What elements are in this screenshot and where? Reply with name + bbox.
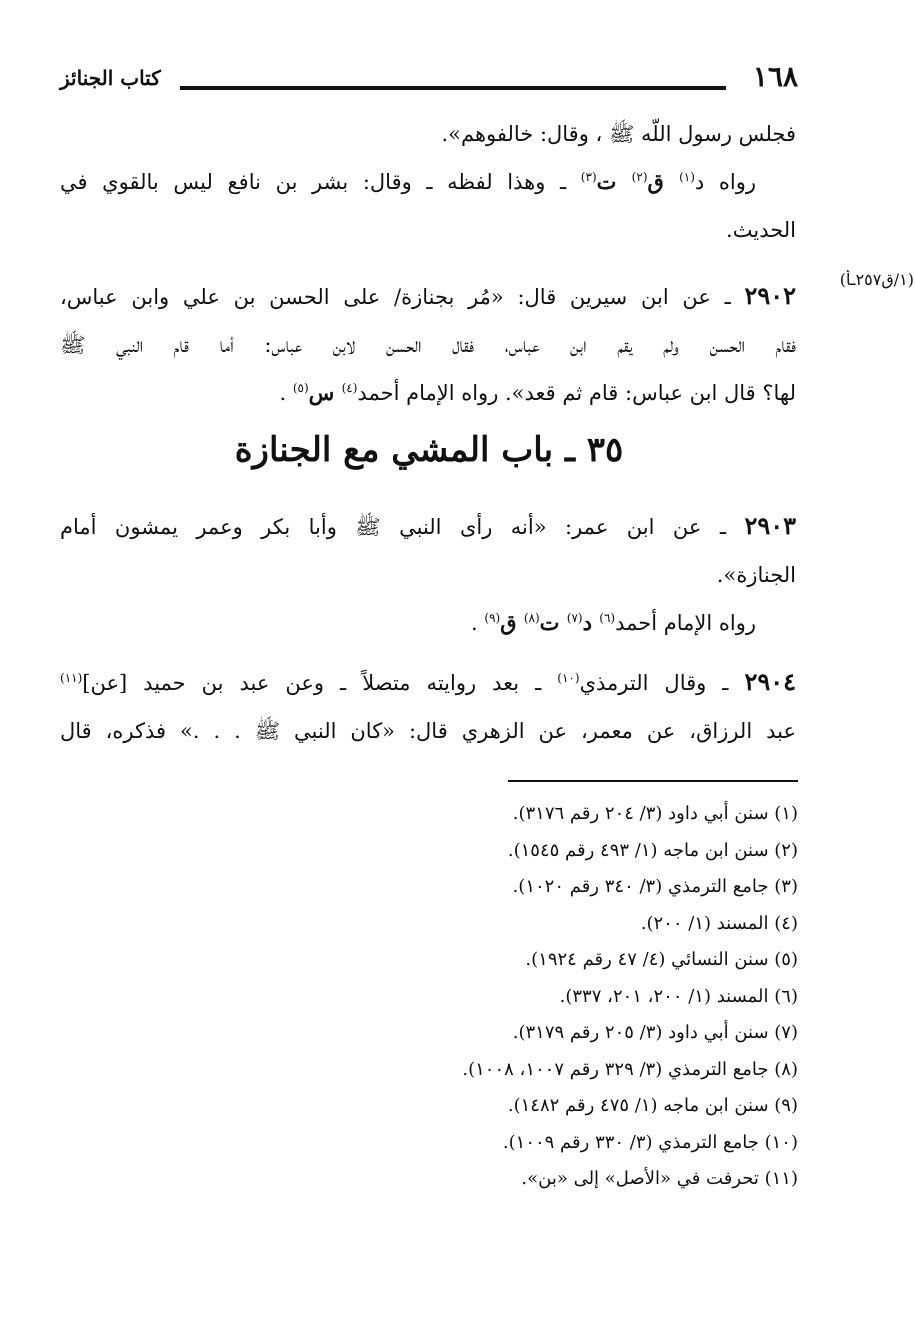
text-line: الحديث. bbox=[726, 218, 796, 242]
text-line: عبد الرزاق، عن معمر، عن الزهري قال: «كان النبي ﷺ . . .» فذكره، قال bbox=[60, 719, 796, 743]
footnote: (١١) تحرفت في «الأصل» إلى «بن». bbox=[521, 1168, 798, 1189]
text-run: ـ عن ابن عمر: «أنه رأى النبي ﷺ وأبا بكر وعمر يمشون أمام bbox=[60, 515, 745, 539]
footnote-ref: (١٠) bbox=[557, 671, 580, 685]
footnote-separator bbox=[508, 780, 798, 782]
hadith-number: ٢٩٠٢ bbox=[744, 281, 796, 310]
footnote: (٣) جامع الترمذي (٣/ ٣٤٠ رقم ١٠٢٠). bbox=[512, 876, 798, 897]
footnote: (٤) المسند (١/ ٢٠٠). bbox=[640, 912, 798, 934]
text-line bbox=[60, 272, 796, 321]
text-run: ت bbox=[539, 610, 567, 635]
text-line: فجلس رسول اللّه ﷺ ، وقال: خالفوهم». bbox=[441, 122, 796, 146]
hadith-number: ٢٩٠٤ bbox=[744, 667, 796, 696]
header-rule bbox=[180, 86, 726, 90]
hadith-2904 bbox=[60, 658, 796, 755]
text-run: . bbox=[471, 611, 485, 635]
footnote-ref: (٦) bbox=[599, 611, 616, 625]
text-run: ـ وهذا لفظه ـ وقال: بشر بن نافع ليس بالقوي في bbox=[60, 170, 581, 194]
hadith-2903 bbox=[60, 502, 796, 647]
text-run: ـ بعد روايته متصلاً ـ وعن عبد بن حميد [عن] bbox=[82, 671, 558, 695]
text-run: ـ وقال الترمذي bbox=[579, 671, 745, 695]
footnote-ref: (١١) bbox=[60, 671, 83, 685]
footnote-ref: (٤) bbox=[341, 381, 358, 395]
text-line: الجنازة». bbox=[716, 563, 796, 587]
text-run: رواه د bbox=[694, 170, 756, 194]
book-title: كتاب الجنائز bbox=[60, 66, 161, 90]
text-run: لها؟ قال ابن عباس: قام ثم قعد». رواه الإمام أحمد bbox=[357, 381, 796, 405]
continuation-text bbox=[60, 110, 796, 254]
footnote: (٢) سنن ابن ماجه (١/ ٤٩٣ رقم ١٥٤٥). bbox=[507, 839, 798, 861]
text-run: ـ عن ابن سيرين قال: «مُر بجنازة/ على الحسن بن علي وابن عباس، bbox=[60, 285, 745, 309]
text-line bbox=[60, 158, 796, 206]
footnote: (٧) سنن أبي داود (٣/ ٢٠٥ رقم ٣١٧٩). bbox=[512, 1022, 798, 1043]
text-run: ق bbox=[647, 169, 680, 194]
footnote-ref: (٣) bbox=[580, 170, 597, 184]
text-run: د bbox=[582, 610, 600, 635]
hadith-2902 bbox=[60, 272, 796, 417]
footnote: (٦) المسند (١/ ٢٠٠، ٢٠١، ٣٣٧). bbox=[559, 985, 798, 1007]
footnote: (١٠) جامع الترمذي (٣/ ٣٣٠ رقم ١٠٠٩). bbox=[502, 1131, 798, 1153]
hadith-number: ٢٩٠٣ bbox=[744, 511, 796, 540]
footnote: (١) سنن أبي داود (٣/ ٢٠٤ رقم ٣١٧٦). bbox=[512, 803, 798, 824]
text-line bbox=[60, 502, 796, 551]
footnote: (٥) سنن النسائي (٤/ ٤٧ رقم ١٩٢٤). bbox=[525, 949, 798, 970]
footnote: (٨) جامع الترمذي (٣/ ٣٢٩ رقم ١٠٠٧، ١٠٠٨). bbox=[462, 1058, 798, 1080]
footnote-ref: (٧) bbox=[566, 611, 583, 625]
footnote-ref: (٩) bbox=[484, 611, 501, 625]
text-run: س bbox=[308, 380, 342, 405]
text-run: ت bbox=[596, 169, 632, 194]
footnote-ref: (٥) bbox=[292, 381, 309, 395]
page-number: ١٦٨ bbox=[752, 60, 798, 93]
footnote-ref: (٢) bbox=[631, 170, 648, 184]
text-run: . bbox=[279, 381, 293, 405]
text-line bbox=[60, 658, 796, 707]
footnote-ref: (١) bbox=[679, 170, 695, 184]
footnotes bbox=[238, 796, 798, 1198]
chapter-heading: ٣٥ ـ باب المشي مع الجنازة bbox=[234, 430, 624, 470]
page-header bbox=[60, 60, 798, 100]
footnote-ref: (٨) bbox=[523, 611, 540, 625]
text-line bbox=[60, 599, 796, 647]
margin-note: (١/ق٢٥٧ـأ) bbox=[839, 270, 914, 289]
text-line bbox=[60, 369, 796, 417]
text-line: فقام الحسن ولم يقم ابن عباس، فقال الحسن لابن عباس: أما قام النبي ﷺ bbox=[60, 333, 796, 357]
text-run: رواه الإمام أحمد bbox=[615, 611, 756, 635]
footnote: (٩) سنن ابن ماجه (١/ ٤٧٥ رقم ١٤٨٢). bbox=[507, 1095, 798, 1116]
text-run: ق bbox=[500, 610, 524, 635]
